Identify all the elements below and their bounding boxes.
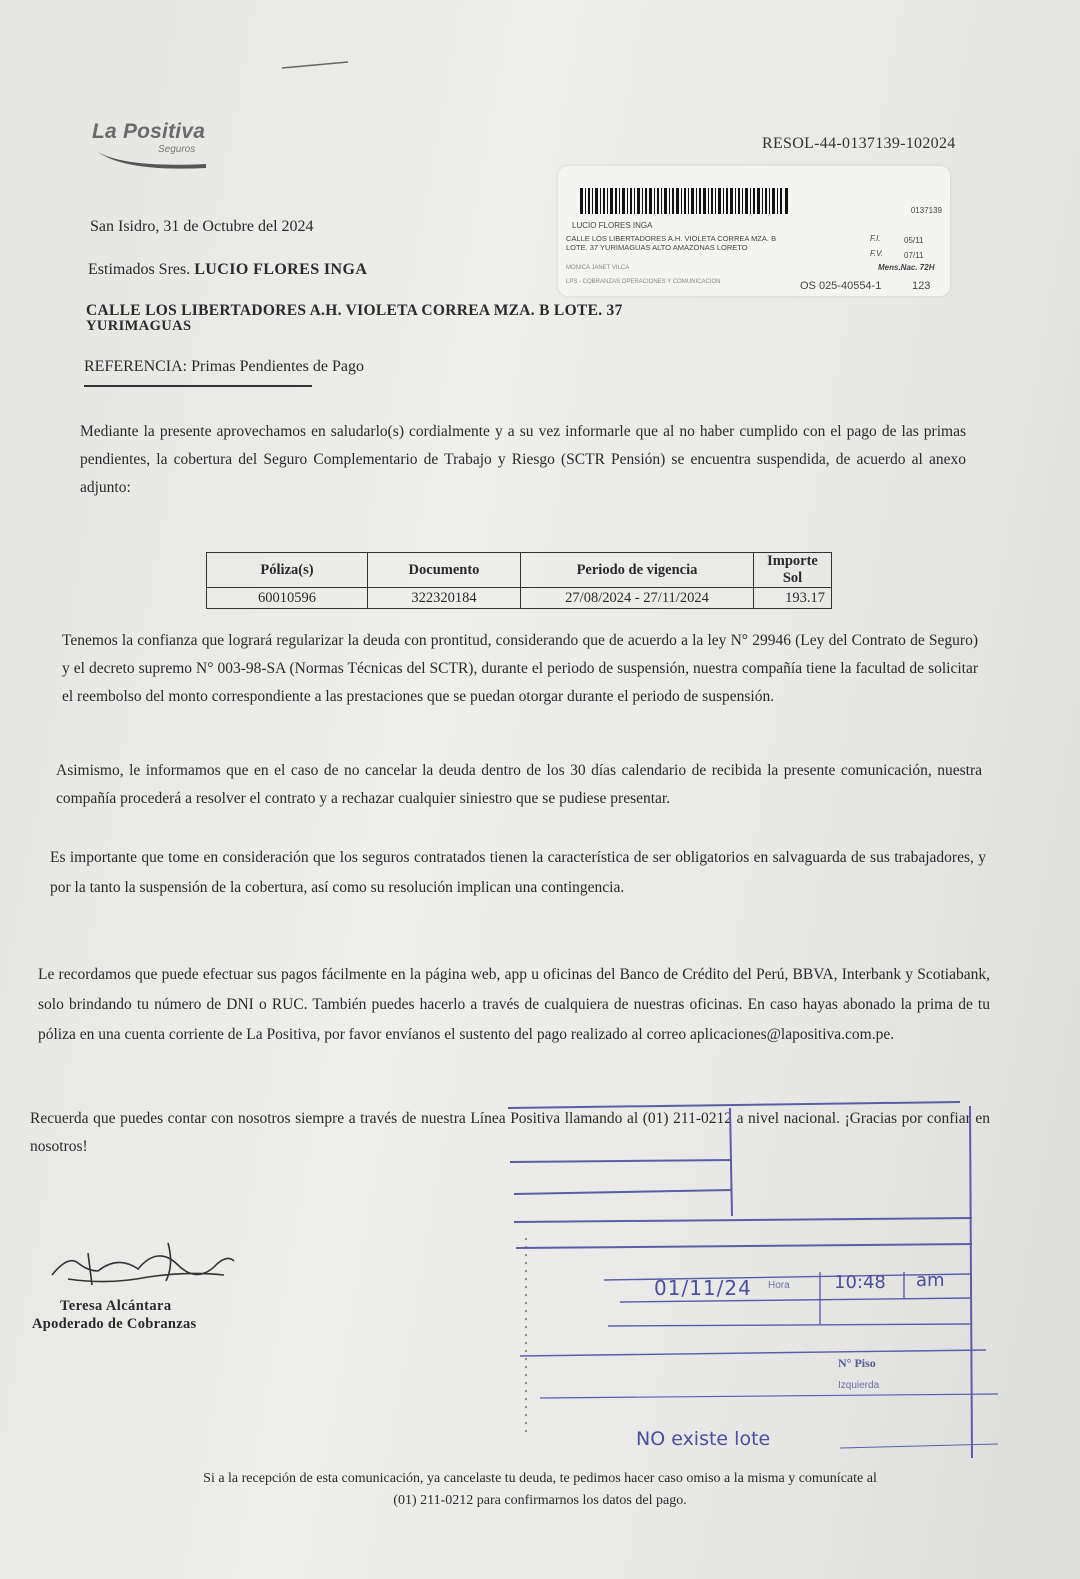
greeting-prefix: Estimados Sres. — [88, 261, 191, 278]
table-header-row — [207, 553, 832, 588]
footer-line2: (01) 211-0212 para confirmarnos los datos del pago. — [393, 1493, 687, 1508]
label-address-line1: CALLE LOS LIBERTADORES A.H. VIOLETA CORREA MZA. B — [566, 234, 777, 243]
table-header: Periodo de vigencia — [521, 553, 754, 588]
label-fv: F.V. — [870, 249, 884, 258]
table-cell-documento: 322320184 — [368, 588, 521, 609]
label-recipient: LUCIO FLORES INGA — [572, 221, 653, 230]
paragraph-1: Mediante la presente aprovechamos en saludarlo(s) cordialmente y a su vez informarle que al no haber cumplido con el pago de las primas pendientes, la cobertura del Seguro Complementario de Trabajo y Riesgo (SCTR Pensión) se encuentra suspendida, de acuerdo al anexo adjunto: — [80, 423, 966, 496]
table-cell-importe: 193.17 — [754, 588, 832, 609]
footer-line1: Si a la recepción de esta comunicación, ya cancelaste tu deuda, te pedimos hacer caso omiso a la misma y comunícate al — [203, 1471, 877, 1486]
footer-note — [110, 1468, 970, 1512]
greeting — [88, 261, 367, 279]
recipient-address-line2: YURIMAGUAS — [86, 318, 192, 334]
signatory-title: Apoderado de Cobranzas — [32, 1316, 197, 1332]
table-header: Importe Sol — [754, 553, 832, 588]
annex-table — [206, 552, 832, 609]
label-agent: MONICA JANET VILCA — [566, 265, 630, 271]
stamp-izquierda-label: Izquierda — [838, 1380, 880, 1391]
paragraph-6: Recuerda que puedes contar con nosotros siempre a través de nuestra Línea Positiva llamando al (01) 211-0212 a nivel nacional. ¡Gracias por confiar en nosotros! — [30, 1110, 990, 1155]
label-address-line2: LOTE. 37 YURIMAGUAS ALTO AMAZONAS LORETO — [566, 243, 748, 252]
stamp-hora-label: Hora — [768, 1280, 790, 1291]
label-fv-value: 07/11 — [904, 251, 924, 260]
label-sequence: 123 — [912, 280, 931, 292]
company-logo: La Positiva — [92, 120, 206, 143]
resolution-code: RESOL-44-0137139-102024 — [762, 135, 956, 152]
delivery-label — [558, 166, 950, 296]
reference-line: REFERENCIA: Primas Pendientes de Pago — [84, 358, 364, 375]
stamp-time-handwritten: 10:48 — [834, 1272, 886, 1293]
stamp-npiso-label: N° Piso — [838, 1356, 876, 1370]
label-order: OS 025-40554-1 — [800, 280, 882, 292]
greeting-name: LUCIO FLORES INGA — [194, 261, 368, 278]
stamp-note-handwritten: NO existe lote — [636, 1428, 771, 1450]
table-header: Documento — [368, 553, 521, 588]
handwritten-signature — [48, 1235, 238, 1295]
label-service: Mens.Nac. 72H — [878, 263, 935, 272]
table-row — [207, 588, 832, 609]
label-fi-value: 05/11 — [904, 236, 924, 245]
recipient-address-line1: CALLE LOS LIBERTADORES A.H. VIOLETA CORREA MZA. B LOTE. 37 — [86, 302, 623, 319]
logo-swoosh-icon — [96, 150, 208, 172]
label-fi: F.I. — [870, 234, 881, 243]
letter-date: San Isidro, 31 de Octubre del 2024 — [90, 218, 314, 235]
paragraph-5: Le recordamos que puede efectuar sus pagos fácilmente en la página web, app u oficinas del Banco de Crédito del Perú, BBVA, Interbank y Scotiabank, solo brindando tu número de DNI o RUC. También puedes hacerlo a través de cualquiera de nuestras oficinas. En caso hayas abonado la prima de tu póliza en una cuenta corriente de La Positiva, por favor envíanos el sustento del pago realizado al correo aplicaciones@lapositiva.com.pe. — [38, 966, 990, 1043]
paragraph-4: Es importante que tome en consideración que los seguros contratados tienen la característica de ser obligatorios en salvaguarda de sus trabajadores, y por la tanto la suspensión de la cobertura, así como su resolución implican una contingencia. — [50, 849, 986, 896]
label-address — [566, 234, 836, 252]
table-cell-periodo: 27/08/2024 - 27/11/2024 — [521, 588, 754, 609]
barcode-icon — [580, 188, 790, 214]
label-department: LPS - COBRANZAS OPERACIONES Y COMUNICACION — [566, 279, 721, 285]
stamp-date-handwritten: 01/11/24 — [654, 1276, 752, 1300]
signatory-name: Teresa Alcántara — [60, 1298, 172, 1314]
reference-underline — [84, 385, 312, 387]
table-cell-poliza: 60010596 — [207, 588, 368, 609]
company-logo-sub: Seguros — [158, 144, 196, 155]
stamp-am-handwritten: am — [916, 1270, 945, 1291]
pen-mark — [280, 60, 350, 70]
table-header: Póliza(s) — [207, 553, 368, 588]
paragraph-3: Asimismo, le informamos que en el caso de no cancelar la deuda dentro de los 30 días calendario de recibida la presente comunicación, nuestra compañía procederá a resolver el contrato y a rechazar cualquier siniestro que se pudiese presentar. — [56, 762, 982, 807]
paragraph-2: Tenemos la confianza que logrará regularizar la deuda con prontitud, considerando que de acuerdo a la ley N° 29946 (Ley del Contrato de Seguro) y el decreto supremo N° 003-98-SA (Normas Técnicas del SCTR), durante el periodo de suspensión, nuestra compañía tiene la facultad de solicitar el reembolso del monto correspondiente a las prestaciones que se puedan otorgar durante el periodo de suspensión. — [62, 632, 978, 705]
label-code: 0137139 — [910, 206, 942, 215]
